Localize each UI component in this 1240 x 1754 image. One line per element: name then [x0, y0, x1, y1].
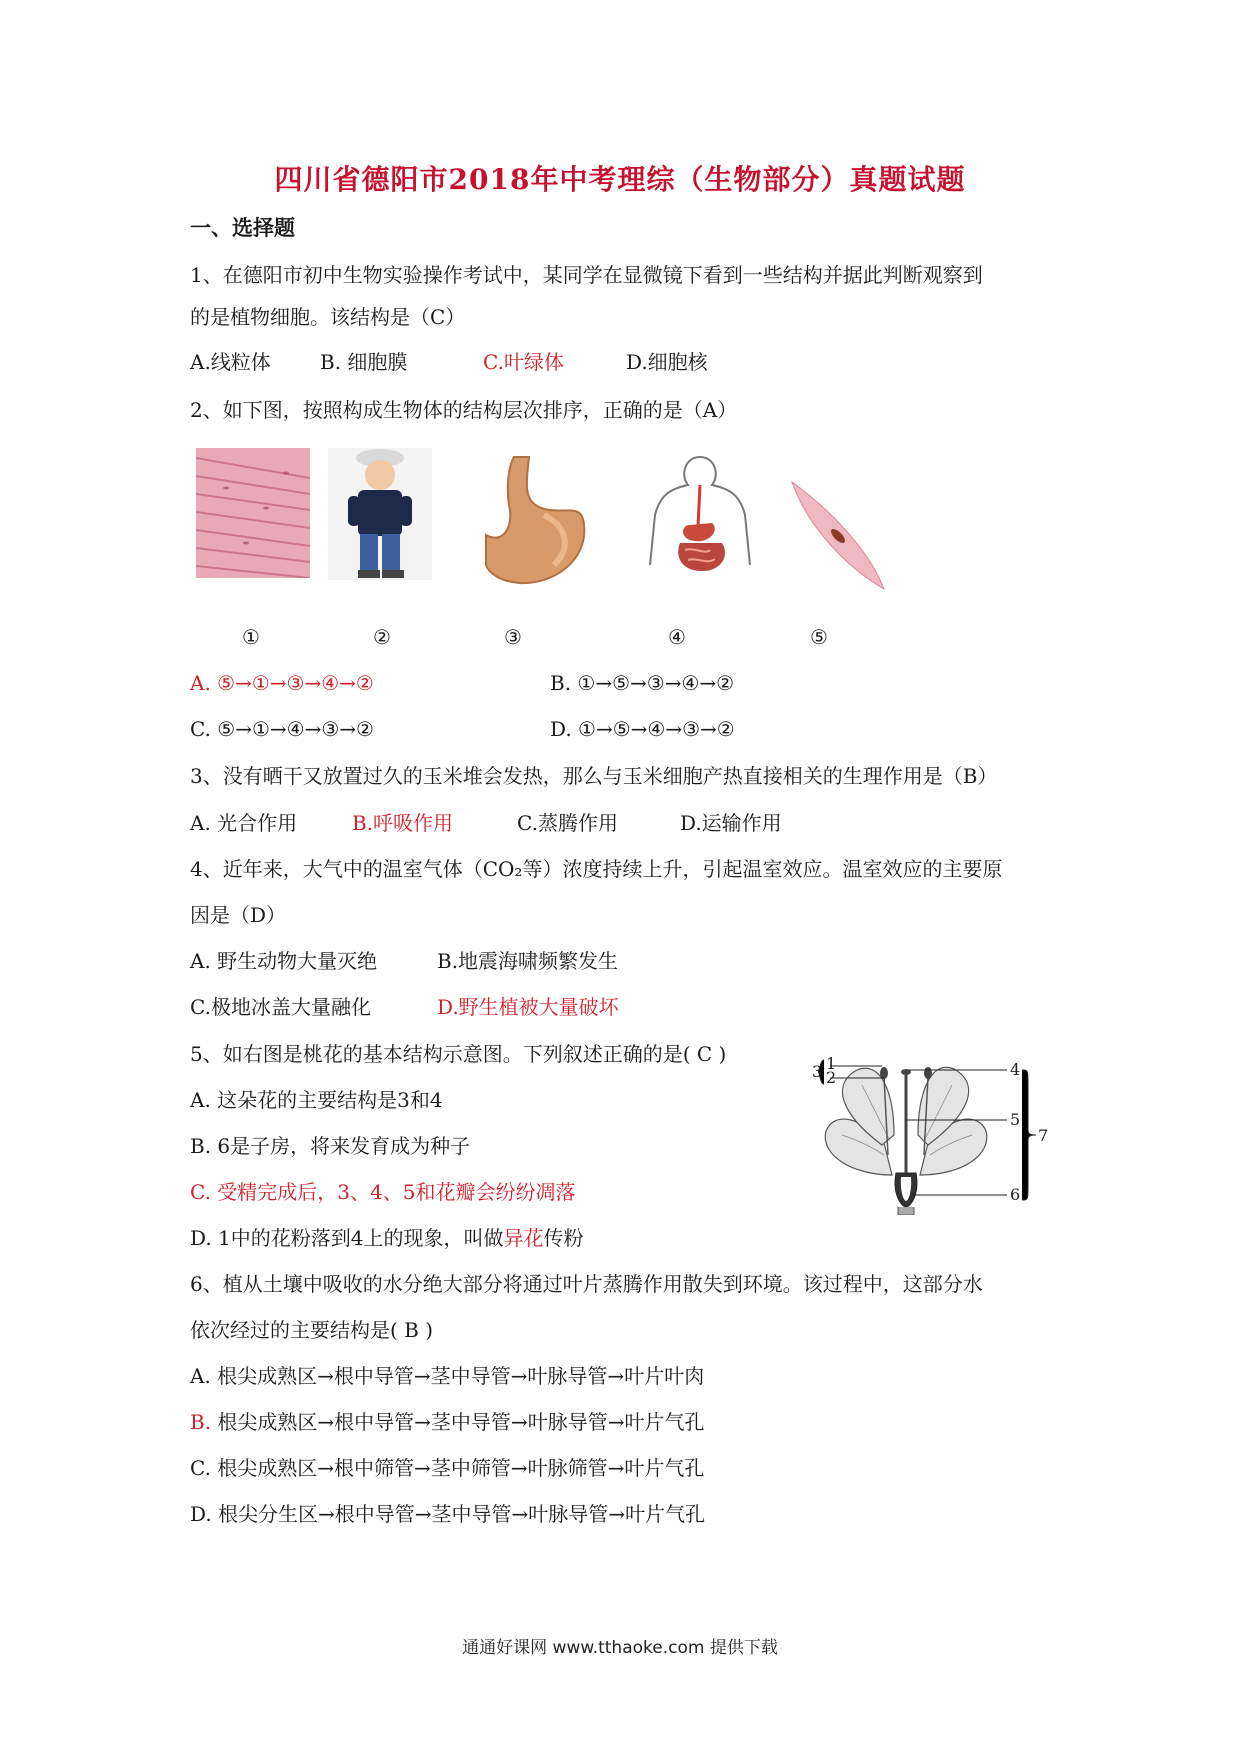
q2-image-label-3: ③	[504, 625, 522, 649]
q1-stem-line2: 的是植物细胞。该结构是（C）	[190, 305, 466, 329]
q2-option-d: D. ①→⑤→④→③→②	[550, 717, 735, 741]
flower-label-7: 7	[1038, 1126, 1049, 1145]
q4-option-b: B.地震海啸频繁发生	[437, 949, 619, 973]
q5-option-d-highlight: 异花	[503, 1226, 544, 1250]
page-title: 四川省德阳市2018年中考理综（生物部分）真题试题	[274, 163, 966, 196]
q2-option-c: C. ⑤→①→④→③→②	[190, 717, 374, 741]
q5-stem: 5、如右图是桃花的基本结构示意图。下列叙述正确的是( C )	[190, 1042, 727, 1066]
muscle-tissue-image	[196, 448, 310, 578]
q6-option-d: D. 根尖分生区→根中导管→茎中导管→叶脉导管→叶片气孔	[190, 1502, 706, 1526]
q3-option-d: D.运输作用	[680, 811, 782, 835]
flower-label-5: 5	[1010, 1110, 1021, 1129]
q6-option-c: C. 根尖成熟区→根中筛管→茎中筛管→叶脉筛管→叶片气孔	[190, 1456, 705, 1480]
q1-option-d: D.细胞核	[626, 350, 708, 374]
peach-flower-diagram	[812, 1055, 1070, 1215]
q5-option-d-prefix: D. 1中的花粉落到4上的现象，叫做	[190, 1226, 504, 1250]
q4-stem-line2: 因是（D）	[190, 903, 287, 927]
q6-option-b	[190, 1410, 704, 1434]
muscle-cell-image	[788, 478, 888, 593]
q3-option-a: A. 光合作用	[190, 811, 298, 835]
q4-stem-line1: 4、近年来，大气中的温室气体（CO₂等）浓度持续上升，引起温室效应。温室效应的主要原	[190, 857, 1003, 881]
q2-image-label-1: ①	[242, 625, 260, 649]
q6-option-b-text: 根尖成熟区→根中导管→茎中导管→叶脉导管→叶片气孔	[217, 1410, 705, 1434]
flower-label-2: 2	[826, 1068, 837, 1087]
section-heading: 一、选择题	[190, 215, 295, 240]
q6-option-b-letter-answer: B.	[190, 1410, 212, 1434]
q5-option-c-answer: C. 受精完成后，3、4、5和花瓣会纷纷凋落	[190, 1180, 576, 1204]
q5-option-d-suffix: 传粉	[543, 1226, 584, 1250]
flower-label-4: 4	[1010, 1060, 1021, 1079]
q1-option-b: B. 细胞膜	[320, 350, 408, 374]
q3-option-b-answer: B.呼吸作用	[352, 811, 454, 835]
q3-stem: 3、没有晒干又放置过久的玉米堆会发热，那么与玉米细胞产热直接相关的生理作用是（B）	[190, 764, 998, 788]
flower-label-3: 3	[812, 1062, 823, 1081]
q5-option-b: B. 6是子房，将来发育成为种子	[190, 1134, 471, 1158]
q3-option-c: C.蒸腾作用	[517, 811, 618, 835]
q2-image-label-2: ②	[373, 625, 391, 649]
q2-option-a-answer: A. ⑤→①→③→④→②	[190, 671, 374, 695]
q1-option-a: A.线粒体	[190, 350, 271, 374]
q2-stem: 2、如下图，按照构成生物体的结构层次排序，正确的是（A）	[190, 398, 738, 422]
q2-option-b: B. ①→⑤→③→④→②	[550, 671, 735, 695]
q4-option-d-answer: D.野生植被大量破坏	[437, 995, 619, 1019]
q6-stem-line1: 6、植从土壤中吸收的水分绝大部分将通过叶片蒸腾作用散失到环境。该过程中，这部分水	[190, 1272, 983, 1296]
stomach-organ-image	[484, 455, 600, 590]
q4-option-a: A. 野生动物大量灭绝	[190, 949, 378, 973]
q1-stem-line1: 1、在德阳市初中生物实验操作考试中，某同学在显微镜下看到一些结构并据此判断观察到	[190, 263, 983, 287]
q5-option-a: A. 这朵花的主要结构是3和4	[190, 1088, 443, 1112]
flower-label-1: 1	[826, 1055, 837, 1073]
q1-option-c-answer: C.叶绿体	[483, 350, 564, 374]
q6-stem-line2: 依次经过的主要结构是( B )	[190, 1318, 434, 1342]
flower-label-6: 6	[1010, 1185, 1021, 1204]
q5-option-d	[190, 1226, 584, 1250]
q6-option-a: A. 根尖成熟区→根中导管→茎中导管→叶脉导管→叶片叶肉	[190, 1364, 705, 1388]
page-footer: 通通好课网 www.tthaoke.com 提供下载	[462, 1638, 778, 1658]
child-photo-image	[328, 448, 432, 580]
q4-option-c: C.极地冰盖大量融化	[190, 995, 371, 1019]
q2-image-label-4: ④	[668, 625, 686, 649]
q2-image-label-5: ⑤	[810, 625, 828, 649]
digestive-system-image	[640, 455, 760, 583]
